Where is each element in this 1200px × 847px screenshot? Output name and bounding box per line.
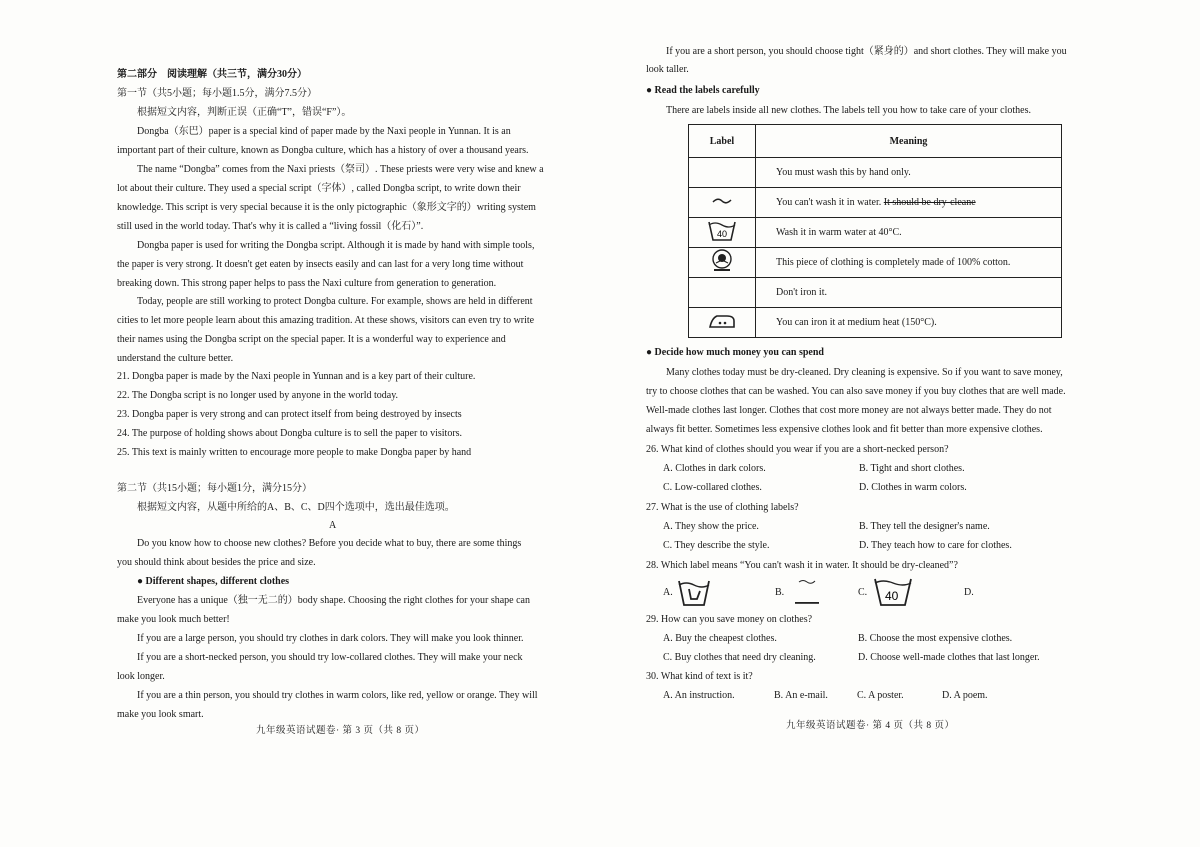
passage-line: The name “Dongba” comes from the Naxi priests（祭司）. These priests were very wise and knew a [137,164,544,175]
page-footer-right: 九年级英语试题卷· 第 4 页（共 8 页） [786,721,955,731]
table-header-row [689,125,1062,158]
option-26b: B. Tight and short clothes. [859,463,965,474]
shapes-line: look longer. [117,671,165,682]
top-para-line: If you are a short person, you should choose tight（紧身的）and short clothes. They will make you [666,46,1067,57]
label-meaning-table [688,124,1062,338]
question-30: 30. What kind of text is it? [646,671,753,682]
option-28d: D. [964,587,974,598]
table-row [689,188,1062,218]
option-27a: A. They show the price. [663,521,759,532]
passage-a-line: Do you know how to choose new clothes? Before you decide what to buy, there are some things [137,538,522,549]
tf-item-21: 21. Dongba paper is made by the Naxi people in Yunnan and is a key part of their culture. [117,371,476,382]
page-footer-left: 九年级英语试题卷· 第 3 页（共 8 页） [256,726,425,736]
passage-line: cities to let more people learn about this amazing tradition. At these shows, visitors can even try to write [117,315,535,326]
hand-wash-icon [677,579,711,607]
section2-instruction: 根据短文内容，从题中所给的A、B、C、D四个选项中，选出最佳选项。 [137,502,455,513]
passage-line: understand the culture better. [117,353,234,364]
top-para-line: look taller. [646,64,689,75]
blank-label-cell [689,278,756,308]
meaning-cell [756,188,1062,218]
wash-40-icon [689,218,756,248]
passage-a-label: A [329,520,337,531]
option-27b: B. They tell the designer's name. [859,521,990,532]
option-26a: A. Clothes in dark colors. [663,463,766,474]
wave-icon [689,188,756,218]
passage-line: their names using the Dongba script on the special paper. It is a wonderful way to experience and [117,334,506,345]
tf-item-22: 22. The Dongba script is no longer used by anyone in the world today. [117,390,399,401]
cotton-icon [689,248,756,278]
iron-icon [689,308,756,338]
passage-line: the paper is very strong. It doesn't get eaten by insects easily and can last for a very long time without [117,259,524,270]
passage-line: important part of their culture, known as Dongba culture, which has a history of over a thousand years. [117,145,529,156]
tf-item-25: 25. This text is mainly written to encourage more people to make Dongba paper by hand [117,447,472,458]
section1-heading: 第一节（共5小题；每小题1.5分，满分7.5分） [117,88,317,99]
option-28c: C. [858,587,868,598]
meaning-cell: Wash it in warm water at 40°C. [756,218,1062,248]
struck-text: It should be dry-cleane [883,197,976,208]
option-30a: A. An instruction. [663,690,735,701]
money-line: Many clothes today must be dry-cleaned. Dry cleaning is expensive. So if you want to save money, [666,367,1063,378]
bullet-labels-heading: ● Read the labels carefully [646,85,760,96]
tf-item-24: 24. The purpose of holding shows about Dongba culture is to sell the paper to visitors. [117,428,463,439]
question-29: 29. How can you save money on clothes? [646,614,813,625]
meaning-cell: You can iron it at medium heat (150°C). [756,308,1062,338]
wash-40-icon [873,577,913,607]
passage-line: still used in the world today. That's why it is called a “living fossil（化石）”. [117,221,424,232]
header-meaning: Meaning [756,125,1062,158]
option-26c: C. Low-collared clothes. [663,482,762,493]
meaning-cell: You must wash this by hand only. [756,158,1062,188]
table-row [689,308,1062,338]
header-label: Label [689,125,756,158]
table-row [689,158,1062,188]
wash-temp-text: 40 [717,229,728,239]
labels-intro: There are labels inside all new clothes. The labels tell you how to take care of your clothes. [666,105,1031,116]
shapes-line: If you are a large person, you should try clothes in dark colors. They will make you look thinner. [137,633,524,644]
option-27d: D. They teach how to care for clothes. [859,540,1012,551]
bullet-shapes-heading: ● Different shapes, different clothes [137,576,290,587]
option-30b: B. An e-mail. [774,690,828,701]
money-line: try to choose clothes that can be washed. You can also save money if you buy clothes that are well made. [646,386,1066,397]
shapes-line: make you look smart. [117,709,204,720]
shapes-line: Everyone has a unique（独一无二的）body shape. Choosing the right clothes for your shape can [137,595,530,606]
section1-instruction: 根据短文内容，判断正误（正确“T”，错误“F”）。 [137,107,352,118]
passage-line: Today, people are still working to protect Dongba culture. For example, shows are held in different [137,296,533,307]
option-28b: B. [775,587,785,598]
money-line: always fit better. Sometimes less expensive clothes look and fit better than more expensive clothes. [646,424,1043,435]
passage-line: lot about their culture. They used a special script（字体）, called Dongba script, to write down their [117,183,521,194]
shapes-line: make you look much better! [117,614,230,625]
option-26d: D. Clothes in warm colors. [859,482,967,493]
option-28a: A. [663,587,673,598]
option-29b: B. Choose the most expensive clothes. [858,633,1013,644]
shapes-line: If you are a thin person, you should try clothes in warm colors, like red, yellow or orange. They will [137,690,538,701]
question-28: 28. Which label means “You can't wash it in water. It should be dry-cleaned”? [646,560,958,571]
passage-line: breaking down. This strong paper helps to pass the Naxi culture from generation to generation. [117,278,497,289]
meaning-text: You can't wash it in water. [776,197,884,208]
option-29c: C. Buy clothes that need dry cleaning. [663,652,816,663]
bullet-money-heading: ● Decide how much money you can spend [646,347,824,358]
option-27c: C. They describe the style. [663,540,770,551]
section2-heading: 第二节（共15小题；每小题1分，满分15分） [117,483,312,494]
option-30d: D. A poem. [942,690,988,701]
table-row [689,278,1062,308]
passage-line: Dongba paper is used for writing the Dongba script. Although it is made by hand with simple tools, [137,240,535,251]
part-heading: 第二部分 阅读理解（共三节，满分30分） [117,69,307,80]
option-29d: D. Choose well-made clothes that last longer. [858,652,1040,663]
table-row [689,218,1062,248]
wash-temp-text: 40 [885,589,899,603]
meaning-cell: Don't iron it. [756,278,1062,308]
option-29a: A. Buy the cheapest clothes. [663,633,777,644]
option-30c: C. A poster. [857,690,904,701]
question-27: 27. What is the use of clothing labels? [646,502,799,513]
passage-a-line: you should think about besides the price and size. [117,557,316,568]
passage-line: Dongba（东巴）paper is a special kind of paper made by the Naxi people in Yunnan. It is an [137,126,511,137]
meaning-cell: This piece of clothing is completely made of 100% cotton. [756,248,1062,278]
shapes-line: If you are a short-necked person, you should try low-collared clothes. They will make your neck [137,652,523,663]
tf-item-23: 23. Dongba paper is very strong and can protect itself from being destroyed by insects [117,409,462,420]
question-26: 26. What kind of clothes should you wear if you are a short-necked person? [646,444,949,455]
wave-underline-icon [793,578,821,606]
blank-label-cell [689,158,756,188]
table-row [689,248,1062,278]
money-line: Well-made clothes last longer. Clothes that cost more money are not always better made. They do not [646,405,1052,416]
passage-line: knowledge. This script is very special because it is the only pictographic（象形文字的）writing system [117,202,536,213]
